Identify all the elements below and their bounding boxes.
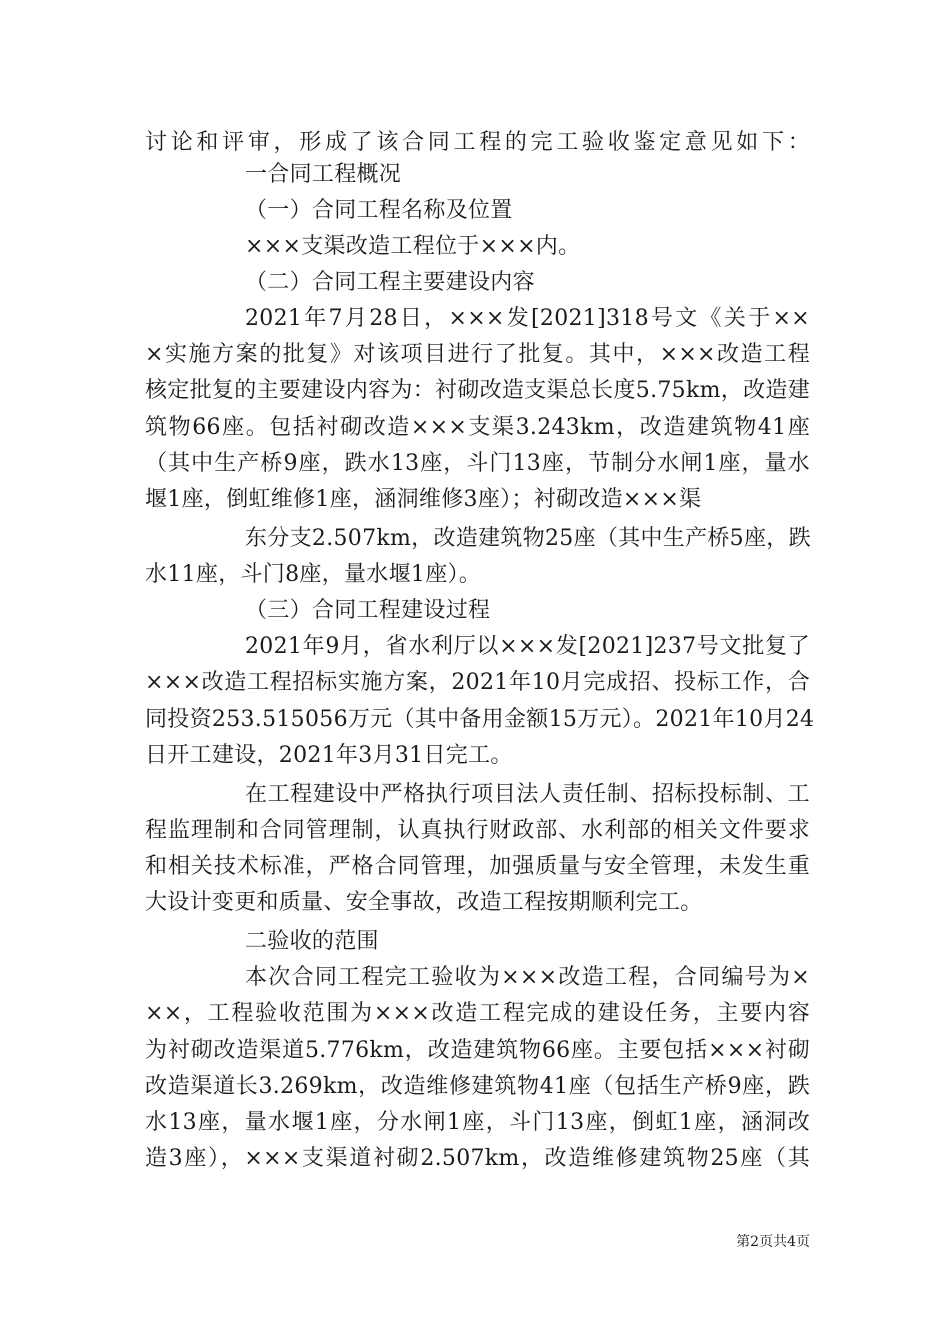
text-line: 本次合同工程完工验收为×××改造工程，合同编号为× — [245, 965, 810, 990]
text-line: ×实施方案的批复》对该项目进行了批复。其中，×××改造工程 — [145, 342, 810, 367]
text-line: 造3座），×××支渠道衬砌2.507km，改造维修建筑物25座（其 — [145, 1146, 810, 1171]
text-line: 为衬砌改造渠道5.776km，改造建筑物66座。主要包括×××衬砌 — [145, 1038, 810, 1063]
section-heading: 二验收的范围 — [245, 929, 379, 954]
text-line: 在工程建设中严格执行项目法人责任制、招标投标制、工 — [245, 782, 810, 807]
text-line: 改造渠道长3.269km，改造维修建筑物41座（包括生产桥9座，跌 — [145, 1074, 810, 1099]
page-number: 第2页共4页 — [736, 1234, 810, 1250]
text-line: 大设计变更和质量、安全事故，改造工程按期顺利完工。 — [145, 890, 703, 915]
text-line: 2021年7月28日，×××发[2021]318号文《关于×× — [245, 306, 810, 331]
text-line: 水13座，量水堰1座，分水闸1座，斗门13座，倒虹1座，涵洞改 — [145, 1110, 810, 1135]
text-line: 水11座，斗门8座，量水堰1座）。 — [145, 562, 482, 587]
text-line: ××，工程验收范围为×××改造工程完成的建设任务，主要内容 — [145, 1001, 810, 1026]
text-line: ×××支渠改造工程位于×××内。 — [245, 234, 581, 259]
text-line: 堰1座，倒虹维修1座，涵洞维修3座）；衬砌改造×××渠 — [145, 487, 702, 512]
text-line: （其中生产桥9座，跌水13座，斗门13座，节制分水闸1座，量水 — [145, 451, 810, 476]
subsection-heading: （二）合同工程主要建设内容 — [245, 270, 535, 295]
subsection-heading: （一）合同工程名称及位置 — [245, 198, 513, 223]
text-line: 和相关技术标准，严格合同管理，加强质量与安全管理，未发生重 — [145, 854, 810, 879]
section-heading: 一合同工程概况 — [245, 162, 402, 187]
text-line: 程监理制和合同管理制，认真执行财政部、水利部的相关文件要求 — [145, 818, 810, 843]
text-line: 2021年9月，省水利厅以×××发[2021]237号文批复了 — [245, 634, 810, 659]
text-line: 讨论和评审，形成了该合同工程的完工验收鉴定意见如下： — [145, 130, 810, 155]
text-line: ×××改造工程招标实施方案，2021年10月完成招、投标工作，合 — [145, 670, 810, 695]
text-line: 东分支2.507km，改造建筑物25座（其中生产桥5座，跌 — [245, 526, 811, 551]
text-line: 筑物66座。包括衬砌改造×××支渠3.243km，改造建筑物41座 — [145, 415, 810, 440]
text-line: 日开工建设，2021年3月31日完工。 — [145, 743, 513, 768]
subsection-heading: （三）合同工程建设过程 — [245, 598, 491, 623]
text-line: 同投资253.515056万元（其中备用金额15万元）。2021年10月24 — [145, 707, 815, 732]
text-line: 核定批复的主要建设内容为：衬砌改造支渠总长度5.75km，改造建 — [145, 378, 810, 403]
